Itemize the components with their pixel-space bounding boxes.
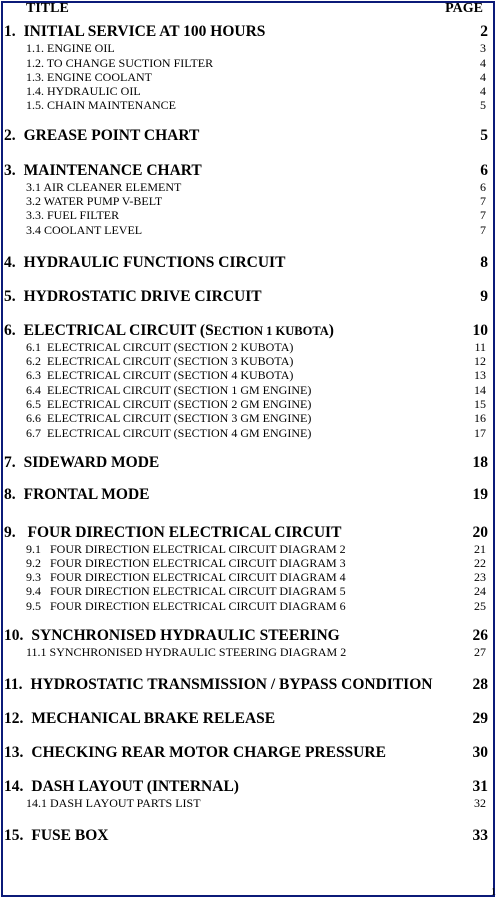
toc-page-number: 3	[480, 41, 486, 55]
toc-section-number: 5.	[4, 288, 16, 305]
toc-page-number: 29	[472, 710, 488, 727]
toc-subsection-title: 1.3. ENGINE COOLANT	[26, 70, 152, 84]
toc-section-number: 14.	[4, 778, 24, 795]
toc-section-text: HYDRAULIC FUNCTIONS CIRCUIT	[23, 254, 286, 271]
toc-subsection-title: 3.3. FUEL FILTER	[26, 208, 120, 222]
toc-page-number: 15	[474, 397, 486, 411]
toc-page-number: 24	[474, 584, 486, 598]
toc-page-number: 30	[472, 744, 488, 761]
toc-section-number: 13.	[4, 744, 24, 761]
toc-page-number: 2	[480, 23, 488, 40]
toc-subsection-title: 9.5 FOUR DIRECTION ELECTRICAL CIRCUIT DIAGRAM 6	[26, 599, 346, 613]
toc-section-title	[4, 288, 262, 306]
toc-page-number: 19	[472, 486, 488, 503]
toc-subsection-title: 6.5 ELECTRICAL CIRCUIT (SECTION 2 GM ENGINE)	[26, 397, 312, 411]
toc-page-number: 4	[480, 70, 486, 84]
toc-subsection-title: 6.7 ELECTRICAL CIRCUIT (SECTION 4 GM ENGINE)	[26, 426, 312, 440]
toc-page-number: 13	[474, 368, 486, 382]
toc-page-number: 26	[472, 627, 488, 644]
toc-page-number: 27	[474, 645, 486, 659]
toc-section-number: 8.	[4, 486, 16, 503]
toc-subsection-title: 9.3 FOUR DIRECTION ELECTRICAL CIRCUIT DIAGRAM 4	[26, 570, 346, 584]
toc-section-text: FUSE BOX	[31, 827, 109, 844]
toc-section-number: 10.	[4, 627, 24, 644]
toc-section-number: 11.	[4, 676, 23, 693]
toc-page-number: 5	[480, 98, 486, 112]
toc-subsection-title: 1.1. ENGINE OIL	[26, 41, 115, 55]
column-header-page: PAGE	[445, 1, 483, 16]
toc-section-number: 9.	[4, 524, 16, 541]
page-number: 1	[491, 887, 496, 898]
toc-section-text: MAINTENANCE CHART	[23, 162, 202, 179]
toc-page-number: 23	[474, 570, 486, 584]
toc-page-number: 33	[472, 827, 488, 844]
toc-subsection-title: 11.1 SYNCHRONISED HYDRAULIC STEERING DIAGRAM 2	[26, 645, 347, 659]
toc-section-text: FRONTAL MODE	[23, 486, 150, 503]
toc-subsection-title: 1.5. CHAIN MAINTENANCE	[26, 98, 176, 112]
toc-page-number: 12	[474, 354, 486, 368]
toc-section-text: HYDROSTATIC DRIVE CIRCUIT	[23, 288, 262, 305]
toc-section-title	[4, 744, 386, 762]
toc-page-number: 31	[472, 778, 488, 795]
toc-page-number: 4	[480, 84, 486, 98]
toc-section-number: 2.	[4, 127, 16, 144]
toc-subsection-title: 6.1 ELECTRICAL CIRCUIT (SECTION 2 KUBOTA)	[26, 340, 294, 354]
toc-page-number: 21	[474, 542, 486, 556]
column-header-title: TITLE	[26, 1, 69, 16]
toc-subsection-title: 3.2 WATER PUMP V-BELT	[26, 194, 163, 208]
toc-section-title	[4, 162, 202, 180]
toc-page-number: 7	[480, 208, 486, 222]
toc-page-number: 4	[480, 56, 486, 70]
toc-page-number: 7	[480, 194, 486, 208]
toc-subsection-title: 14.1 DASH LAYOUT PARTS LIST	[26, 796, 201, 810]
toc-section-title	[4, 486, 150, 504]
toc-page-number: 11	[474, 340, 486, 354]
toc-section-title	[4, 827, 108, 845]
toc-section-title	[4, 710, 275, 728]
toc-section-text: SYNCHRONISED HYDRAULIC STEERING	[31, 627, 340, 644]
toc-subsection-title: 6.2 ELECTRICAL CIRCUIT (SECTION 3 KUBOTA)	[26, 354, 294, 368]
toc-section-text: ELECTRICAL CIRCUIT (S	[23, 322, 214, 339]
toc-subsection-title: 3.4 COOLANT LEVEL	[26, 223, 143, 237]
toc-section-number: 12.	[4, 710, 24, 727]
toc-subsection-title: 3.1 AIR CLEANER ELEMENT	[26, 180, 182, 194]
toc-subsection-title: 6.3 ELECTRICAL CIRCUIT (SECTION 4 KUBOTA)	[26, 368, 294, 382]
toc-section-title	[4, 627, 340, 645]
toc-page-number: 8	[480, 254, 488, 271]
toc-page-number: 6	[480, 180, 486, 194]
toc-page-number: 7	[480, 223, 486, 237]
toc-section-text: INITIAL SERVICE AT 100 HOURS	[23, 23, 266, 40]
toc-subsection-title: 9.4 FOUR DIRECTION ELECTRICAL CIRCUIT DIAGRAM 5	[26, 584, 346, 598]
toc-section-text: CHECKING REAR MOTOR CHARGE PRESSURE	[31, 744, 386, 761]
toc-section-title	[4, 524, 341, 542]
toc-page-number: 14	[474, 383, 486, 397]
toc-page-number: 17	[474, 426, 486, 440]
toc-subsection-title: 1.2. TO CHANGE SUCTION FILTER	[26, 56, 214, 70]
toc-page-number: 18	[472, 454, 488, 471]
toc-section-number: 15.	[4, 827, 24, 844]
toc-section-text: GREASE POINT CHART	[23, 127, 200, 144]
toc-page-number: 10	[472, 322, 488, 339]
toc-section-number: 3.	[4, 162, 16, 179]
toc-subsection-title: 6.6 ELECTRICAL CIRCUIT (SECTION 3 GM ENGINE)	[26, 411, 312, 425]
toc-page-number: 9	[480, 288, 488, 305]
toc-section-text: DASH LAYOUT (INTERNAL)	[31, 778, 239, 795]
toc-section-text: FOUR DIRECTION ELECTRICAL CIRCUIT	[23, 524, 342, 541]
toc-page-number: 6	[480, 162, 488, 179]
toc-section-title	[4, 127, 199, 145]
toc-page-number: 16	[474, 411, 486, 425]
toc-subsection-title: 1.4. HYDRAULIC OIL	[26, 84, 141, 98]
toc-section-text: SIDEWARD MODE	[23, 454, 160, 471]
toc-page-number: 25	[474, 599, 486, 613]
toc-section-number: 4.	[4, 254, 16, 271]
toc-page-number: 32	[474, 796, 486, 810]
toc-page-number: 5	[480, 127, 488, 144]
toc-subsection-title: 9.1 FOUR DIRECTION ELECTRICAL CIRCUIT DIAGRAM 2	[26, 542, 346, 556]
toc-section-title	[4, 676, 432, 694]
toc-section-title	[4, 454, 159, 472]
toc-section-number: 6.	[4, 322, 16, 339]
toc-section-text: HYDROSTATIC TRANSMISSION / BYPASS CONDITION	[30, 676, 433, 693]
toc-page-number: 20	[472, 524, 488, 541]
toc-section-title	[4, 322, 334, 340]
toc-section-title	[4, 254, 285, 272]
toc-section-number: 7.	[4, 454, 16, 471]
toc-subsection-title: 9.2 FOUR DIRECTION ELECTRICAL CIRCUIT DIAGRAM 3	[26, 556, 346, 570]
toc-section-text-smallcaps: ECTION 1 KUBOTA	[213, 324, 329, 338]
toc-section-number: 1.	[4, 23, 16, 40]
toc-section-text-tail: )	[328, 322, 334, 339]
toc-section-title	[4, 778, 239, 796]
toc-section-title	[4, 23, 265, 41]
toc-page-number: 28	[472, 676, 488, 693]
toc-subsection-title: 6.4 ELECTRICAL CIRCUIT (SECTION 1 GM ENGINE)	[26, 383, 312, 397]
toc-page-number: 22	[474, 556, 486, 570]
toc-section-text: MECHANICAL BRAKE RELEASE	[31, 710, 276, 727]
